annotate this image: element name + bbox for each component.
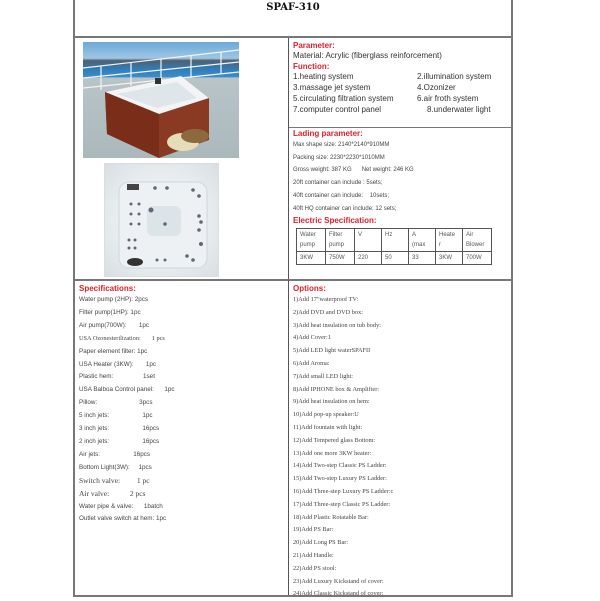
- option-row: 15)Add Two-step Luxury PS Ladder:: [293, 475, 387, 483]
- value-cell: 50: [382, 252, 409, 265]
- spec-row: Water pipe & valve: 1batch: [79, 502, 163, 510]
- option-row: 5)Add LED light waterSPAFII: [293, 347, 371, 355]
- function-list: [293, 71, 511, 115]
- option-row: 8)Add IPHONE box & Amplifier:: [293, 385, 380, 393]
- option-row: 18)Add Plastic Rotatable Bar:: [293, 513, 369, 521]
- spec-row: 5 inch jets: 1pc: [79, 412, 153, 420]
- option-row: 14)Add Two-step Classic PS Ladder:: [293, 462, 387, 470]
- option-row: 11)Add fountain with light:: [293, 423, 363, 431]
- option-row: 22)Add PS stool:: [293, 564, 337, 572]
- options-section: [289, 279, 511, 598]
- function-item: 5.circulating filtration system: [293, 94, 394, 103]
- function-item: 2.illumination system: [417, 72, 492, 81]
- option-row: 6)Add Aroma:: [293, 359, 330, 367]
- value-cell: 220: [355, 252, 382, 265]
- spa-photo-top: [104, 163, 219, 277]
- lading-section: [289, 128, 511, 279]
- parameter-section: [289, 38, 511, 128]
- function-item: 4.Ozonizer: [417, 83, 456, 92]
- option-row: 23)Add Luxury Kickstand of cover:: [293, 577, 384, 585]
- option-row: 24)Add Classic Kickstand of cover:: [293, 590, 384, 598]
- function-item: 3.massage jet system: [293, 83, 371, 92]
- option-row: 4)Add Cover:1: [293, 334, 331, 342]
- spec-row: Filter pump(1HP): 1pc: [79, 308, 141, 316]
- specifications-heading: Specifications:: [79, 284, 136, 293]
- electric-header-row: [297, 229, 492, 252]
- value-cell: 3KW: [436, 252, 463, 265]
- option-row: 10)Add pop-up speaker:U: [293, 411, 359, 419]
- lading-line: Max shape size: 2140*2140*910MM: [293, 142, 390, 148]
- value-cell: 700W: [463, 252, 492, 265]
- lading-line: 40ft container can include: 10sets;: [293, 192, 390, 199]
- spec-row: Air pump(700W): 1pc: [79, 321, 149, 329]
- spec-row: Switch valve: 1 pc: [79, 475, 150, 485]
- option-row: 17)Add Three-step Classic PS Ladder:: [293, 500, 391, 508]
- function-item: 7.computer control panel: [293, 105, 382, 114]
- options-heading: Options:: [293, 284, 326, 293]
- header-cell: V: [355, 229, 382, 252]
- parameter-heading: Parameter:: [293, 41, 335, 50]
- lading-line: 40ft HQ container can include: 12 sets;: [293, 205, 397, 212]
- lading-line: 20ft container can include : 5sets;: [293, 180, 383, 187]
- material-line: Material: Acrylic (fiberglass reinforcement): [293, 51, 442, 60]
- option-row: 2)Add DVD and DVD box:: [293, 308, 363, 316]
- electric-value-row: [297, 252, 492, 265]
- product-title: SPAF-310: [266, 2, 320, 13]
- header-cell: A (max: [409, 229, 436, 252]
- specifications-section: [75, 279, 289, 595]
- spec-row: Paper element filter: 1pc: [79, 347, 148, 355]
- function-heading: Function:: [293, 62, 330, 71]
- spec-row: Plastic hem: 1set: [79, 373, 155, 381]
- spec-row: Water pump (2HP): 2pcs: [79, 296, 149, 303]
- function-item: 8.underwater light: [427, 105, 491, 114]
- spec-row: Bottom Light(3W): 1pcs: [79, 463, 152, 471]
- value-cell: 3KW: [297, 252, 326, 265]
- option-row: 13)Add one more 3KW heater:: [293, 449, 372, 457]
- option-row: 12)Add Tempered glass Bottom:: [293, 436, 376, 444]
- title-row: [75, 0, 511, 38]
- image-cell: [75, 38, 289, 279]
- function-item: 1.heating system: [293, 72, 354, 81]
- lading-heading: Lading parameter:: [293, 129, 363, 138]
- spec-row: USA Heater (3KW): 1pc: [79, 360, 156, 368]
- option-row: 21)Add Handle:: [293, 551, 334, 559]
- spec-row: Air valve: 2 pcs: [79, 488, 146, 498]
- spec-row: Pillow: 3pcs: [79, 399, 153, 407]
- header-cell: Heate r: [436, 229, 463, 252]
- spec-row: Outlet valve switch at hem: 1pc: [79, 515, 167, 523]
- value-cell: 750W: [326, 252, 355, 265]
- spec-row: USA Balboa Control panel: 1pc: [79, 386, 175, 394]
- option-row: 16)Add Three-step Luxury PS Ladder:c: [293, 487, 394, 495]
- spec-row: 3 inch jets: 16pcs: [79, 425, 160, 433]
- option-row: 19)Add PS Bar:: [293, 526, 334, 534]
- electric-table: [296, 228, 492, 265]
- header-cell: Water pump: [297, 229, 326, 252]
- electric-heading: Electric Specification:: [293, 216, 377, 226]
- option-row: 9)Add heat insulation on hem:: [293, 398, 370, 406]
- spec-sheet: [73, 0, 513, 597]
- lading-line: Packing size: 2230*2230*1010MM: [293, 154, 385, 161]
- lading-line: Gross weight: 387 KG Net weight: 246 KG: [293, 167, 414, 174]
- spa-photo-main: [83, 42, 239, 158]
- spec-row: Air jets: 16pcs: [79, 450, 151, 458]
- spec-row: 2 inch jets: 16pcs: [79, 437, 160, 445]
- header-cell: Filter pump: [326, 229, 355, 252]
- value-cell: 33: [409, 252, 436, 265]
- header-cell: Hz: [382, 229, 409, 252]
- option-row: 1)Add 17"waterproof TV:: [293, 296, 359, 303]
- spec-row: USA Ozonesterilization: 1 pcs: [79, 334, 165, 342]
- option-row: 7)Add small LED light:: [293, 372, 353, 380]
- option-row: 3)Add heat insulation on tub body:: [293, 321, 381, 329]
- header-cell: Air Blower: [463, 229, 492, 252]
- function-item: 6.air froth system: [417, 94, 479, 103]
- option-row: 20)Add Long PS Bar:: [293, 539, 349, 547]
